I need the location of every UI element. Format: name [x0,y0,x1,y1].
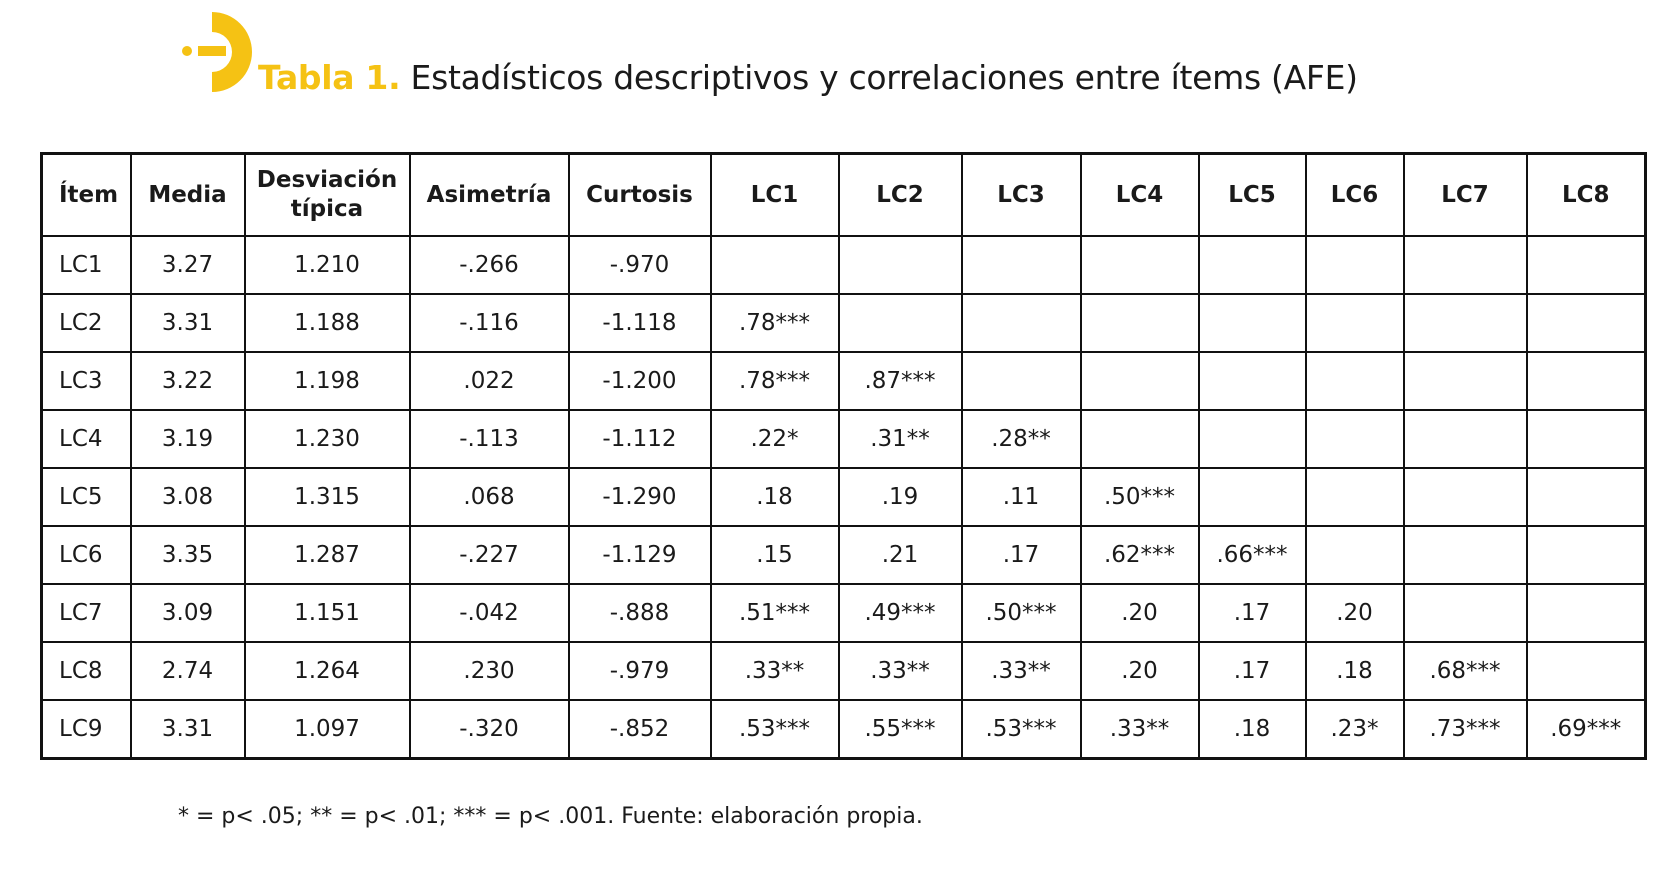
table-cell [839,236,962,294]
column-header: Asimetría [410,154,569,237]
table-cell: .62*** [1081,526,1199,584]
table-cell [1527,352,1646,410]
table-cell: .20 [1306,584,1404,642]
column-header: LC6 [1306,154,1404,237]
table-cell: LC2 [42,294,131,352]
table-cell: .17 [962,526,1081,584]
table-cell: .17 [1199,584,1306,642]
table-cell [1527,584,1646,642]
table-cell [1404,236,1527,294]
table-cell: 1.188 [245,294,410,352]
table-cell: 3.31 [131,700,245,759]
table-cell: 3.22 [131,352,245,410]
table-cell: -.116 [410,294,569,352]
table-cell: -.970 [569,236,711,294]
table-cell: -.227 [410,526,569,584]
table-cell: .21 [839,526,962,584]
table-cell [1081,410,1199,468]
table-cell [1199,468,1306,526]
table-row [42,700,1646,759]
table-cell [1306,526,1404,584]
table-title [258,56,1358,100]
table-cell: .50*** [1081,468,1199,526]
table-cell [962,294,1081,352]
table-cell: .18 [1306,642,1404,700]
header-row [42,154,1646,237]
table-cell [1404,352,1527,410]
table-cell: 1.315 [245,468,410,526]
table-cell: .22* [711,410,839,468]
table-cell: -.979 [569,642,711,700]
table-cell: .53*** [711,700,839,759]
table-cell [1404,410,1527,468]
table-cell: -1.129 [569,526,711,584]
table-cell [1527,410,1646,468]
table-cell: -.852 [569,700,711,759]
table-cell: 2.74 [131,642,245,700]
table-cell [1306,294,1404,352]
table-cell: 1.198 [245,352,410,410]
table-cell: .49*** [839,584,962,642]
table-cell [1527,294,1646,352]
column-header: LC1 [711,154,839,237]
table-cell: .230 [410,642,569,700]
table-row [42,584,1646,642]
table-cell: 3.35 [131,526,245,584]
table-cell [1306,236,1404,294]
table-cell: .33** [962,642,1081,700]
table-cell: LC8 [42,642,131,700]
table-cell: .51*** [711,584,839,642]
table-cell: -1.112 [569,410,711,468]
table-cell [1404,526,1527,584]
column-header: LC8 [1527,154,1646,237]
column-header: Ítem [42,154,131,237]
table-cell [1527,468,1646,526]
table-cell: 1.210 [245,236,410,294]
table-cell [962,352,1081,410]
table-cell: 1.287 [245,526,410,584]
table-cell: .69*** [1527,700,1646,759]
table-cell: .068 [410,468,569,526]
table-cell [839,294,962,352]
table-cell: .50*** [962,584,1081,642]
table-caption: Estadísticos descriptivos y correlaciones entre ítems (AFE) [410,58,1358,97]
table-cell: .78*** [711,294,839,352]
table-cell [1081,236,1199,294]
table-cell: -1.118 [569,294,711,352]
table-cell [1306,352,1404,410]
column-header: LC4 [1081,154,1199,237]
table-cell: .55*** [839,700,962,759]
table-cell: -.266 [410,236,569,294]
table-cell: .87*** [839,352,962,410]
table-cell: LC5 [42,468,131,526]
table-cell: 3.08 [131,468,245,526]
table-cell [1306,468,1404,526]
table-cell [1199,236,1306,294]
table-cell [1306,410,1404,468]
table-cell: 3.19 [131,410,245,468]
table-cell: 1.151 [245,584,410,642]
table-cell: .18 [1199,700,1306,759]
table-cell: 3.09 [131,584,245,642]
table-cell [1404,294,1527,352]
table-cell: .20 [1081,642,1199,700]
table-row [42,526,1646,584]
descriptive-statistics-table [40,152,1647,760]
table-cell: LC7 [42,584,131,642]
table-cell: -1.290 [569,468,711,526]
table-cell: 1.264 [245,642,410,700]
column-header: LC2 [839,154,962,237]
table-cell: -.113 [410,410,569,468]
table-cell: .20 [1081,584,1199,642]
table-cell [711,236,839,294]
column-header: Media [131,154,245,237]
table-cell [962,236,1081,294]
table-cell [1527,526,1646,584]
table-cell: LC1 [42,236,131,294]
yellow-d-logo-icon [178,10,262,94]
table-cell: 1.230 [245,410,410,468]
table-cell: -1.200 [569,352,711,410]
table-cell: -.042 [410,584,569,642]
table-cell: .022 [410,352,569,410]
table-cell: .31** [839,410,962,468]
table-cell [1527,236,1646,294]
table-cell: .78*** [711,352,839,410]
table-cell: .68*** [1404,642,1527,700]
table-cell [1199,294,1306,352]
table-cell: .66*** [1199,526,1306,584]
table-cell: .15 [711,526,839,584]
table-row [42,468,1646,526]
table-cell: .33** [711,642,839,700]
table-cell [1199,410,1306,468]
table-cell [1404,468,1527,526]
table-row [42,294,1646,352]
table-cell [1081,352,1199,410]
footnote: * = p< .05; ** = p< .01; *** = p< .001. Fuente: elaboración propia. [178,804,923,829]
table-cell: .19 [839,468,962,526]
table-cell: LC3 [42,352,131,410]
table-cell: 1.097 [245,700,410,759]
table-cell [1527,642,1646,700]
table-body [42,236,1646,759]
table-cell: .18 [711,468,839,526]
column-header: Curtosis [569,154,711,237]
table-cell: 3.27 [131,236,245,294]
table-number-label: Tabla 1. [258,58,401,97]
table-cell: LC4 [42,410,131,468]
table-cell: .28** [962,410,1081,468]
column-header: LC3 [962,154,1081,237]
table-cell: LC9 [42,700,131,759]
table-row [42,352,1646,410]
table-cell: 3.31 [131,294,245,352]
table-cell: LC6 [42,526,131,584]
table-cell: -.888 [569,584,711,642]
table-row [42,410,1646,468]
table-cell [1081,294,1199,352]
table-row [42,642,1646,700]
column-header: LC5 [1199,154,1306,237]
table-row [42,236,1646,294]
table-cell: .33** [839,642,962,700]
column-header: LC7 [1404,154,1527,237]
table-cell: .33** [1081,700,1199,759]
column-header: Desviación típica [245,154,410,237]
table-cell: -.320 [410,700,569,759]
table-cell [1199,352,1306,410]
table-cell: .73*** [1404,700,1527,759]
table-cell: .11 [962,468,1081,526]
table-cell: .17 [1199,642,1306,700]
table-cell: .23* [1306,700,1404,759]
table-cell: .53*** [962,700,1081,759]
table-cell [1404,584,1527,642]
